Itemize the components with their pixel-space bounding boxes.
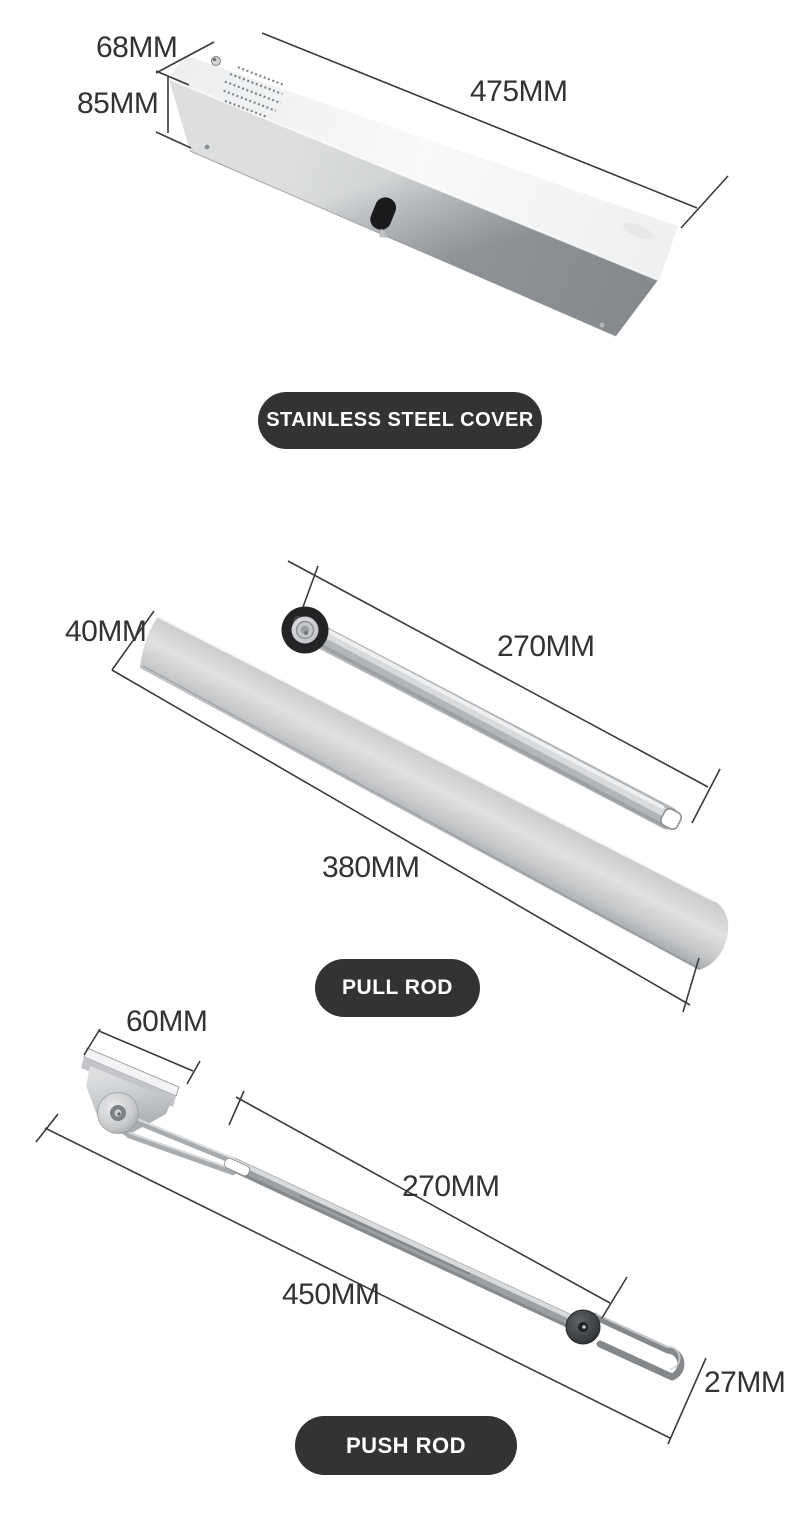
dim-label-380mm: 380MM <box>322 851 420 884</box>
dim-label-270mm-push: 270MM <box>402 1170 500 1203</box>
end-knob <box>566 1310 600 1344</box>
dim-label-450mm: 450MM <box>282 1278 380 1311</box>
part-label-pull-rod: PULL ROD <box>315 959 480 1017</box>
push-rod-illustration <box>81 1048 681 1377</box>
cover-screw <box>205 145 210 150</box>
dim-label-60mm: 60MM <box>126 1005 208 1038</box>
end-loop <box>594 1314 681 1377</box>
cover-screw <box>212 57 221 66</box>
pivot-disc <box>98 1093 139 1134</box>
dim-label-85mm: 85MM <box>77 87 159 120</box>
dim-label-270mm-pull: 270MM <box>497 630 595 663</box>
part-label-stainless-steel-cover: STAINLESS STEEL COVER <box>258 392 542 449</box>
dim-label-475mm: 475MM <box>470 75 568 108</box>
pull-rod-illustration <box>140 607 728 971</box>
dim-label-40mm: 40MM <box>65 615 147 648</box>
cover-screw <box>599 322 605 328</box>
dim-label-27mm: 27MM <box>704 1366 786 1399</box>
dim-label-68mm: 68MM <box>96 31 178 64</box>
part-label-push-rod: PUSH ROD <box>295 1416 517 1475</box>
roller-wheel <box>282 607 329 654</box>
